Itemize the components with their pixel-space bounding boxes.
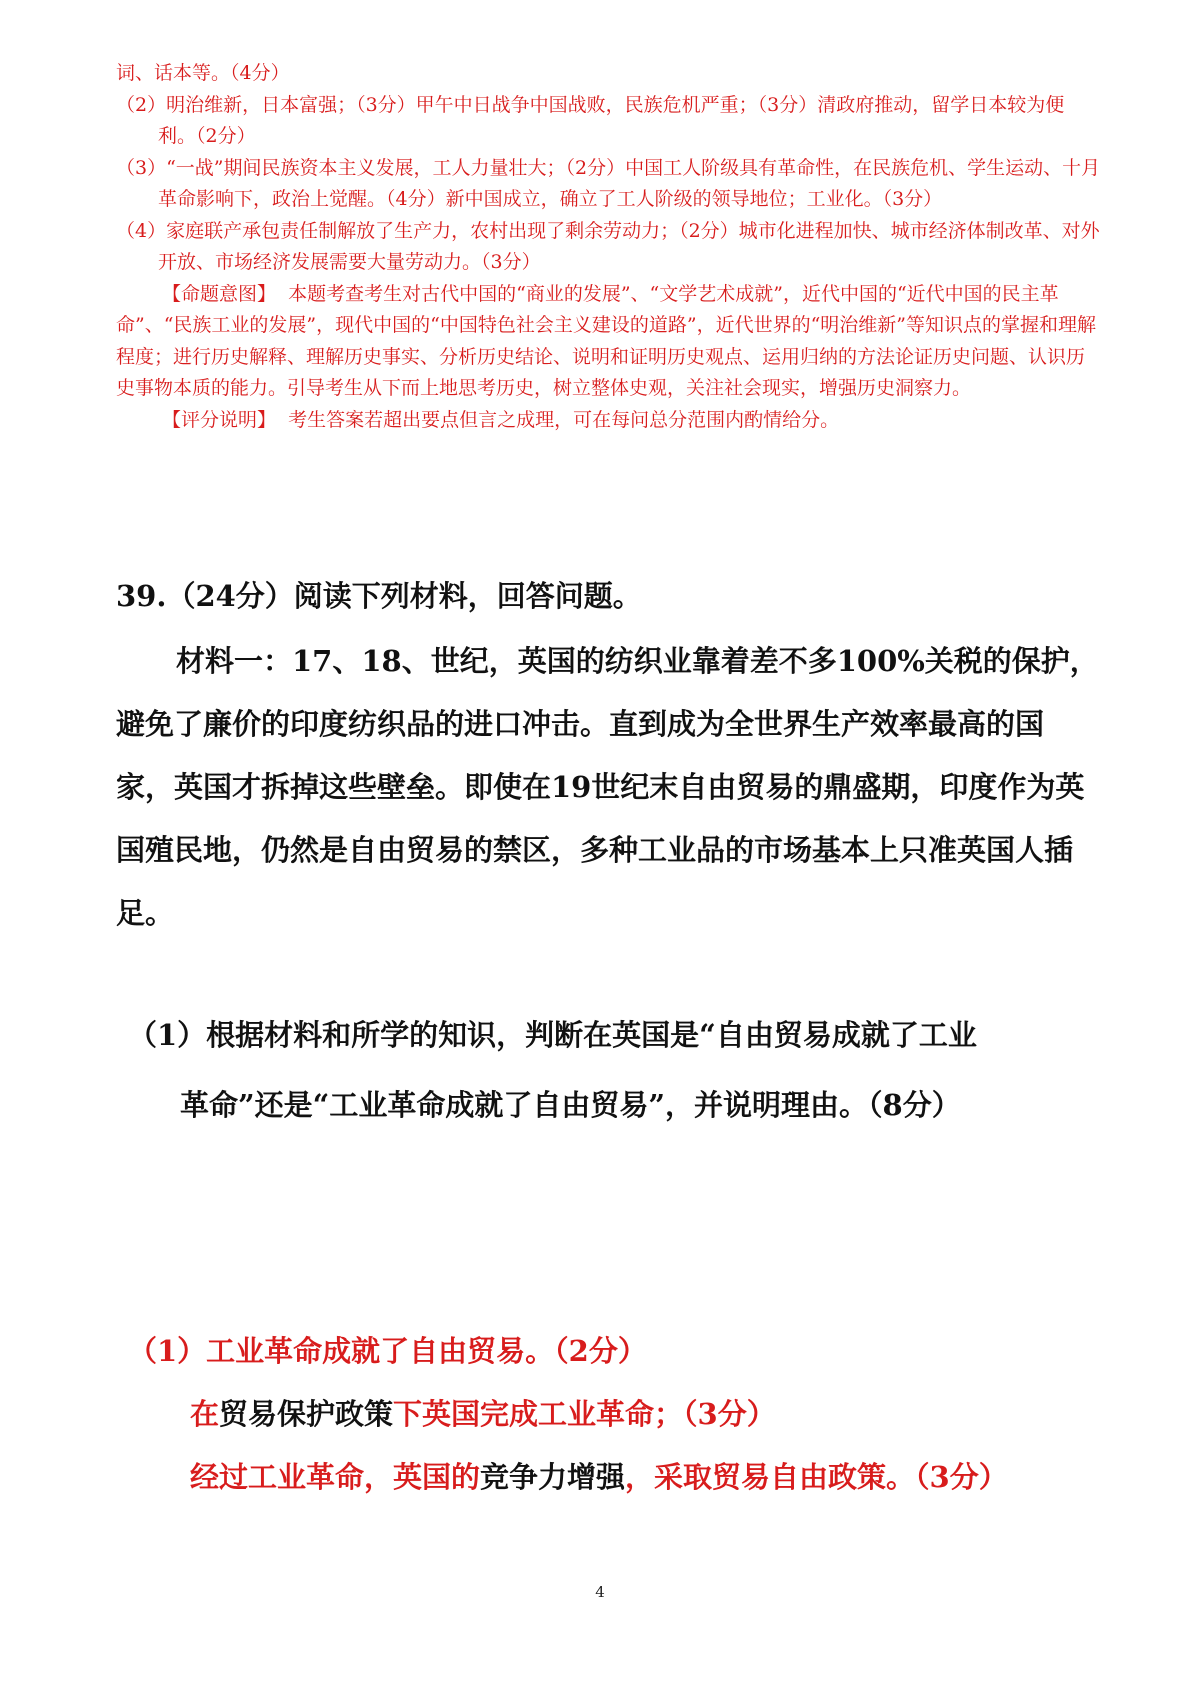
- sub-question-line-2: 革命”还是“工业革命成就了自由贸易”，并说明理由。（8分）: [180, 1088, 961, 1122]
- answer-item-4: （4）家庭联产承包责任制解放了生产力，农村出现了剩余劳动力；（2分）城市化进程加快、城市经济体制改革、对外开放、市场经济发展需要大量劳动力。（3分）: [116, 219, 1100, 273]
- previous-answers: [116, 58, 1101, 436]
- answer-block: [128, 1320, 1008, 1509]
- answer-line-2-part-a: 在: [190, 1397, 220, 1431]
- intent-note: [116, 279, 1101, 405]
- answer-item-2: （2）明治维新，日本富强；（3分）甲午中日战争中国战败，民族危机严重；（3分）清政府推动，留学日本较为便利。（2分）: [116, 93, 1065, 147]
- intent-label: 【命题意图】: [162, 282, 277, 305]
- sub-question-1: [128, 1000, 1103, 1140]
- scoring-text: 考生答案若超出要点但言之成理，可在每问总分范围内酌情给分。: [288, 408, 840, 431]
- material-paragraph: 材料一：17、18、世纪，英国的纺织业靠着差不多100%关税的保护，避免了廉价的印度纺织品的进口冲击。直到成为全世界生产效率最高的国家，英国才拆掉这些壁垒。即使在19世纪末自由贸易的鼎盛期，印度作为英国殖民地，仍然是自由贸易的禁区，多种工业品的市场基本上只准英国人插足。: [116, 644, 1099, 930]
- answer-line-2-part-b: 贸易保护政策: [219, 1397, 394, 1431]
- sub-question-line-1: （1）根据材料和所学的知识，判断在英国是“自由贸易成就了工业: [128, 1018, 977, 1052]
- page-number: 4: [595, 1583, 605, 1601]
- scoring-label: 【评分说明】: [162, 408, 277, 431]
- answer-line-2: [128, 1383, 1008, 1446]
- answer-line-2-part-c: 下英国完成工业革命；（3分）: [393, 1397, 776, 1431]
- answer-item-3: （3）“一战”期间民族资本主义发展，工人力量壮大；（2分）中国工人阶级具有革命性，在民族危机、学生运动、十月革命影响下，政治上觉醒。（4分）新中国成立，确立了工人阶级的领导地位；工业化。（3分）: [116, 156, 1101, 210]
- answer-line-3: [128, 1446, 1008, 1509]
- question-title: 39.（24分）阅读下列材料，回答问题。: [116, 579, 642, 613]
- scoring-note: [116, 405, 1101, 437]
- intent-text: 本题考查考生对古代中国的“商业的发展”、“文学艺术成就”，近代中国的“近代中国的民主革命”、“民族工业的发展”，现代中国的“中国特色社会主义建设的道路”，近代世界的“明治维新”等知识点的掌握和理解程度；进行历史解释、理解历史事实、分析历史结论、说明和证明历史观点、运用归纳的方法论证历史问题、认识历史事物本质的能力。引导考生从下而上地思考历史，树立整体史观，关注社会现实，增强历史洞察力。: [116, 282, 1096, 399]
- answer-line-3-part-b: 竞争力增强: [480, 1460, 626, 1494]
- answer-continuation: 词、话本等。（4分）: [116, 62, 290, 84]
- answer-line-3-part-c: ，采取贸易自由政策。（3分）: [625, 1460, 1008, 1494]
- answer-line-1: （1）工业革命成就了自由贸易。（2分）: [128, 1334, 647, 1368]
- answer-line-3-part-a: 经过工业革命，英国的: [190, 1460, 481, 1494]
